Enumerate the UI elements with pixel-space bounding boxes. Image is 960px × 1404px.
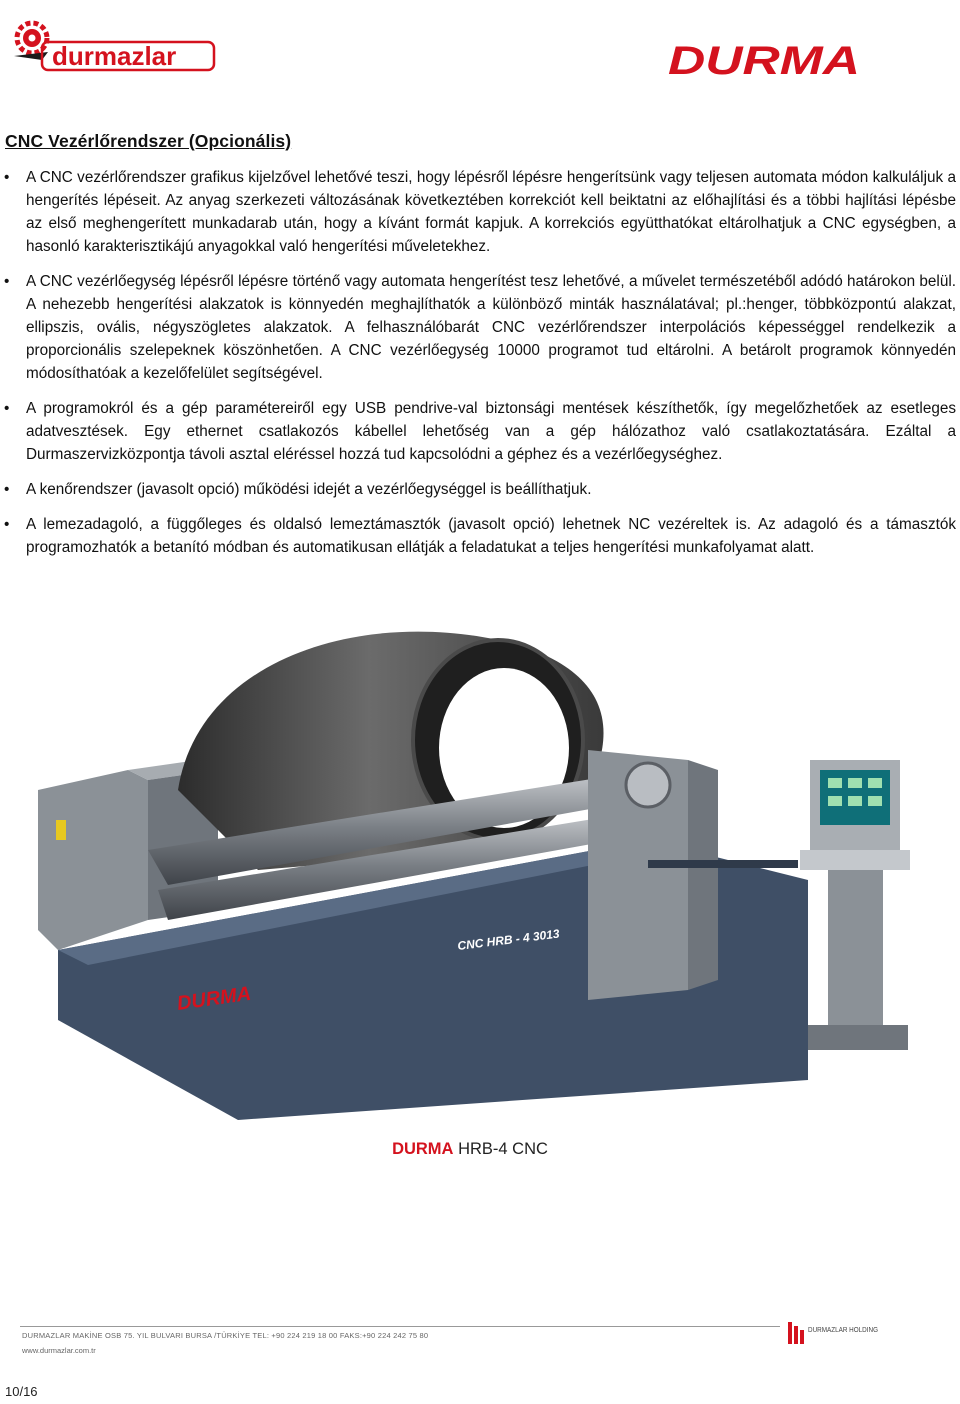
bullet-text: A lemezadagoló, a függőleges és oldalsó lemeztámasztók (javasolt opció) lehetnek NC vezéreltek is. Az adagoló és a támasztók programozhatók a betanító módban és automatikusan ellátják a feladatukat a teljes hengerítési munkafolyamat alatt.: [26, 516, 956, 556]
figure-caption: [0, 1140, 940, 1159]
bullet-text: A programokról és a gép paramétereiről egy USB pendrive-val biztonsági mentések készíthetők, így megelőzhetőek az esetleges adatvesztések. Egy ethernet csatlakozós kábellel lehetőség van a gép hálózathoz való csatlakoztatására. Ezáltal a Durmaszervizközpontja távoli asztal eléréssel hozzá tud kapcsolódni a géphez és a vezérlőegységhez.: [26, 400, 956, 463]
bullet-item: [0, 513, 956, 559]
bullet-dot: •: [4, 481, 10, 498]
bullet-item: [0, 478, 956, 501]
holding-logo-text: DURMAZLAR HOLDING: [808, 1327, 878, 1334]
caption-brand: DURMA: [392, 1140, 454, 1158]
bullet-item: [0, 166, 956, 258]
bullet-list: [0, 166, 960, 571]
footer-address: DURMAZLAR MAKİNE OSB 75. YIL BULVARI BURSA /TÜRKİYE TEL: +90 224 219 18 00 FAKS:+90 224 242 75 80: [22, 1331, 429, 1340]
durma-logo: [668, 42, 863, 78]
footer-website: www.durmazlar.com.tr: [22, 1346, 96, 1355]
footer-divider: [20, 1326, 780, 1327]
durmazlar-logo: [8, 16, 216, 78]
bullet-text: A CNC vezérlőegység lépésről lépésre történő vagy automata hengerítést tesz lehetővé, a művelet természetéből adódó határokon belül. A nehezebb hengerítési alakzatok is könnyedén meghajlíthatók a különböző minták használatával; pl.:henger, többközpontú alakzat, ellipszis, ovális, négyszögletes alakzatok. A felhasználóbarát CNC vezérlőrendszer interpolációs képességgel rendelkezik a proporcionális szelepeknek köszönhetően. A CNC vezérlőegység 10000 programot tud eltárolni. A betárolt programok könnyedén módosíthatóak a kezelőfelület segítségével.: [26, 273, 956, 382]
bullet-dot: •: [4, 273, 10, 290]
bullet-dot: •: [4, 400, 10, 417]
left-logo-text: durmazlar: [52, 41, 177, 71]
bullet-text: A CNC vezérlőrendszer grafikus kijelzővel lehetővé teszi, hogy lépésről lépésre hengerítsünk vagy teljesen automata módon kalkuláljuk a hengerítés lépéseit. Az anyag szerkezeti változásának következtében korrekciót kell beiktatni az előhajlítási és a többi hajlítási lépésbe az első meghengerített munkadarab után, hogy a kívánt formát kapjuk. A korrekciós együtthatókat eltárolhatjuk a CNC egységben, a hasonló karakterisztikájú anyagokkal való hengerítési műveletekhez.: [26, 169, 956, 255]
machine-brand-label: DURMA: [175, 982, 253, 1015]
section-title: CNC Vezérlőrendszer (Opcionális): [5, 131, 292, 151]
page-number: 10/16: [5, 1384, 38, 1399]
machine-model-plate: CNC HRB - 4 3013: [456, 926, 561, 953]
bullet-item: [0, 397, 956, 466]
machine-image: [28, 620, 940, 1120]
bullet-text: A kenőrendszer (javasolt opció) működési idejét a vezérlőegységgel is beállíthatjuk.: [26, 481, 592, 498]
bullet-item: [0, 270, 956, 385]
caption-model: HRB-4 CNC: [458, 1140, 548, 1158]
right-logo-text: DURMA: [668, 42, 860, 78]
durmazlar-holding-logo: [788, 1318, 883, 1348]
bullet-dot: •: [4, 169, 10, 186]
bullet-dot: •: [4, 516, 10, 533]
